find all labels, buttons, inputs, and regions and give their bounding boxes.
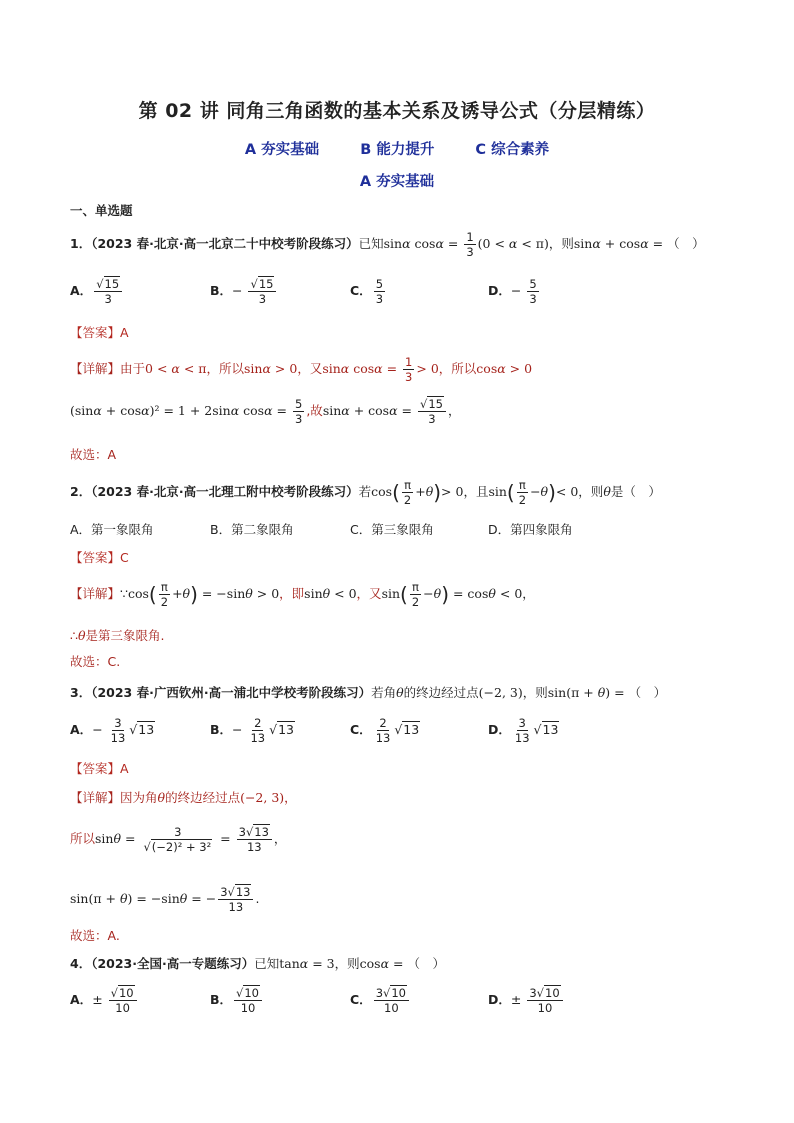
option-c[interactable]: C． $\frac{3√10}{10}$ (350, 986, 411, 1015)
option-a[interactable]: A． $\frac{√15}{3}$ (70, 277, 124, 306)
tab-level-b[interactable]: B 能力提升 (360, 142, 435, 158)
choose-label: 故选：C. (70, 654, 121, 669)
detail-line-2: ∴θ是第三象限角. (70, 628, 165, 643)
question-4-stem: 4．（2023·全国·高一专题练习）已知tanα = 3，则cosα = （ ） (70, 956, 445, 971)
section-title: 一、单选题 (70, 203, 133, 218)
section-subhead: A 夯实基础 (359, 174, 435, 190)
tab-level-a[interactable]: A 夯实基础 (244, 142, 320, 158)
question-source: （2023 春·北京·高一北京二十中校考阶段练习） (91, 236, 359, 251)
question-number: 1． (70, 236, 92, 251)
detail-line-2: 所以sinθ = $\frac{3}{\text{√(−2)² + 3²}}$ = $\frac{3√13}{13}$ ， (70, 825, 287, 854)
question-3-stem: 3．（2023 春·广西钦州·高一浦北中学校考阶段练习）若角θ的终边经过点(−2, 3)，则sin(π + θ) = （ ） (70, 685, 667, 700)
option-a[interactable]: A．− $\frac{3}{13}$ √13 (70, 716, 155, 745)
level-tabs (0, 138, 794, 159)
option-a[interactable]: A．第一象限角 (70, 522, 154, 537)
detail-line-1: 【详解】由于0 < α < π，所以sinα > 0，又sinα cosα = $\frac{1}{3}$ > 0，所以cosα > 0 (70, 355, 533, 384)
detail-line-1: 【详解】因为角θ的终边经过点(−2, 3)， (70, 790, 297, 805)
question-source: （2023 春·广西钦州·高一浦北中学校考阶段练习） (91, 685, 372, 700)
option-d[interactable]: D． $\frac{3}{13}$ √13 (488, 716, 559, 745)
answer-label: 【答案】C (70, 550, 129, 565)
answer-label: 【答案】A (70, 761, 129, 776)
question-number: 2． (70, 484, 92, 499)
option-d[interactable]: D．第四象限角 (488, 522, 573, 537)
detail-line-1: 【详解】∵cos( $\frac{\pi}{2}$ +θ) = −sinθ > 0，即sinθ < 0，又sin( $\frac{\pi}{2}$ −θ) = cosθ < 0， (70, 580, 535, 609)
option-a[interactable]: A．± $\frac{√10}{10}$ (70, 986, 139, 1015)
tab-level-c[interactable]: C 综合素养 (475, 142, 550, 158)
option-c[interactable]: C． $\frac{5}{3}$ (350, 277, 384, 306)
choose-label: 故选：A. (70, 928, 120, 943)
answer-label: 【答案】A (70, 325, 129, 340)
option-d[interactable]: D．− $\frac{5}{3}$ (488, 277, 537, 306)
option-b[interactable]: B．− $\frac{√15}{3}$ (210, 277, 278, 306)
page-title: 第 02 讲 同角三角函数的基本关系及诱导公式（分层精练） (138, 100, 656, 122)
question-1-stem: 1．（2023 春·北京·高一北京二十中校考阶段练习）已知sinα cosα = $\frac{1}{3}$ (0 < α < π)，则sinα + cosα = （ ） (70, 230, 705, 259)
question-source: （2023·全国·高一专题练习） (91, 956, 255, 971)
option-c[interactable]: C． $\frac{2}{13}$ √13 (350, 716, 420, 745)
option-b[interactable]: B．第二象限角 (210, 522, 294, 537)
question-number: 4． (70, 956, 92, 971)
question-2-stem: 2．（2023 春·北京·高一北理工附中校考阶段练习）若cos( $\frac{\pi}{2}$ +θ)> 0，且sin( $\frac{\pi}{2}$ −θ)< 0，则θ是（ ） (70, 478, 661, 507)
question-source: （2023 春·北京·高一北理工附中校考阶段练习） (91, 484, 359, 499)
detail-line-2: (sinα + cosα)² = 1 + 2sinα cosα = $\frac{5}{3}$ ,故sinα + cosα = $\frac{√15}{3}$ ， (70, 397, 461, 426)
option-d[interactable]: D．± $\frac{3√10}{10}$ (488, 986, 565, 1015)
detail-line-3: sin(π + θ) = −sinθ = − $\frac{3√13}{13}$ . (70, 885, 260, 914)
choose-label: 故选：A (70, 447, 117, 462)
option-b[interactable]: B．− $\frac{2}{13}$ √13 (210, 716, 294, 745)
option-b[interactable]: B． $\frac{√10}{10}$ (210, 986, 264, 1015)
option-c[interactable]: C．第三象限角 (350, 522, 434, 537)
question-number: 3． (70, 685, 92, 700)
